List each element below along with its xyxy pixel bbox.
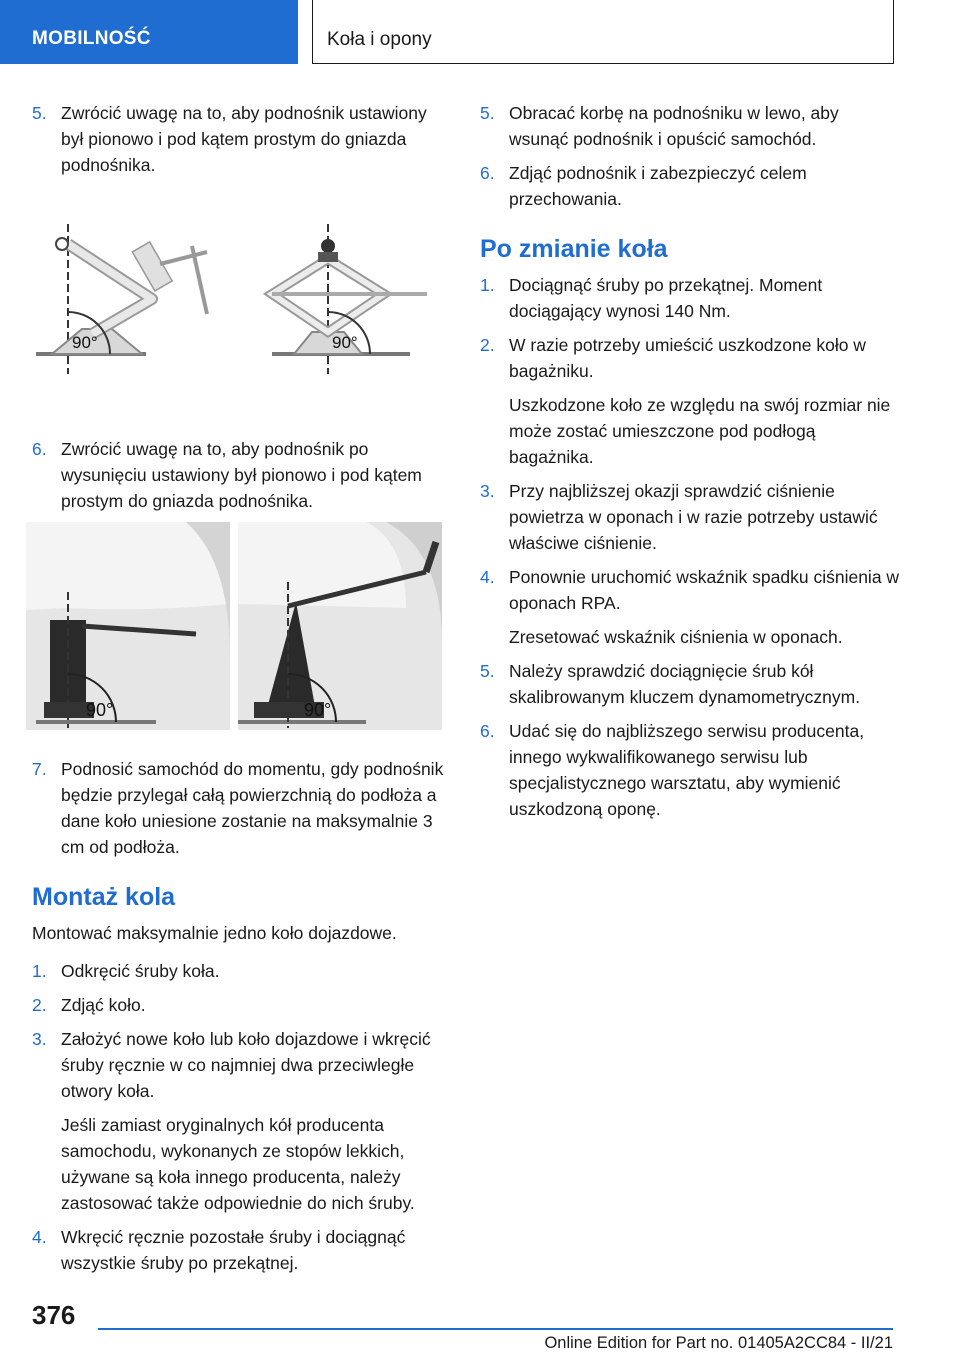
list-item — [32, 100, 452, 178]
step-number: 6. — [480, 163, 495, 183]
step-text: Dociągnąć śruby po przekątnej. Moment dociągający wynosi 140 Nm. — [509, 275, 823, 321]
list-item — [480, 718, 900, 822]
step-text: Zdjąć podnośnik i zabezpieczyć celem przechowania. — [509, 163, 807, 209]
list-item — [480, 332, 900, 384]
edition-text: Online Edition for Part no. 01405A2CC84 - II/21 — [544, 1334, 893, 1352]
section-heading-after: Po zmianie koła — [480, 235, 668, 263]
angle-label: 90° — [72, 333, 98, 352]
jack-illustration-2 — [26, 522, 442, 730]
step-text: Przy najbliższej okazji sprawdzić ciśnienie powietrza w oponach i w razie potrzeby ustawić właściwe ciśnienie. — [509, 481, 878, 553]
right-column — [480, 100, 900, 830]
list-item — [32, 756, 452, 860]
step-text: Podnosić samochód do momentu, gdy podnośnik będzie przylegał całą powierzchnią do podłoża a dane koło uniesione zostanie na maksymalnie 3 cm od podłoża. — [61, 759, 444, 857]
step-text: Należy sprawdzić dociągnięcie śrub kół skalibrowanym kluczem dynamometrycznym. — [509, 661, 861, 707]
angle-label: 90° — [332, 333, 358, 352]
list-item — [32, 958, 452, 984]
step-text: Obracać korbę na podnośniku w lewo, aby wsunąć podnośnik i opuścić samochód. — [509, 103, 839, 149]
list-item — [480, 478, 900, 556]
step-number: 4. — [480, 567, 495, 587]
step-number: 4. — [32, 1227, 47, 1247]
step-number: 7. — [32, 759, 47, 779]
step-number: 2. — [32, 995, 47, 1015]
step-number: 5. — [480, 661, 495, 681]
jack-figure-2 — [26, 522, 452, 742]
page-number: 376 — [32, 1300, 76, 1330]
step-text: Zwrócić uwagę na to, aby podnośnik ustawiony był pionowo i pod kątem prostym do gniazda podnośnika. — [61, 103, 427, 175]
step-number: 6. — [32, 439, 47, 459]
step-number: 3. — [32, 1029, 47, 1049]
step-number: 1. — [32, 961, 47, 981]
chapter-tab: Koła i opony — [312, 0, 894, 64]
step-number: 1. — [480, 275, 495, 295]
step-text: Ponownie uruchomić wskaźnik spadku ciśnienia w oponach RPA. — [509, 567, 900, 613]
list-item — [32, 992, 452, 1018]
step-number: 3. — [480, 481, 495, 501]
section-heading-mount: Montaż kola — [32, 883, 176, 911]
angle-label: 90° — [86, 700, 114, 720]
footer-divider — [98, 1328, 893, 1330]
list-item — [480, 564, 900, 616]
step-text: Wkręcić ręcznie pozostałe śruby i dociągnąć wszystkie śruby po przekątnej. — [61, 1227, 406, 1273]
step-number: 5. — [480, 103, 495, 123]
list-item — [32, 1026, 452, 1104]
step-text: W razie potrzeby umieścić uszkodzone koło w bagażniku. — [509, 335, 866, 381]
angle-label: 90° — [304, 700, 332, 720]
step-text: Odkręcić śruby koła. — [61, 961, 220, 981]
list-item — [32, 436, 452, 514]
step-number: 6. — [480, 721, 495, 741]
list-item — [480, 272, 900, 324]
step-text: Zwrócić uwagę na to, aby podnośnik po wysunięciu ustawiony był pionowo i pod kątem prostym do gniazda podnośnika. — [61, 439, 422, 511]
left-column — [32, 100, 452, 1284]
step-text: Założyć nowe koło lub koło dojazdowe i wkręcić śruby ręcznie w co najmniej dwa przeciwległe otwory koła. — [61, 1029, 431, 1101]
step-note: Uszkodzone koło ze względu na swój rozmiar nie może zostać umieszczone pod podłogą bagażnika. — [509, 395, 891, 467]
step-text: Udać się do najbliższego serwisu producenta, innego wykwalifikowanego serwisu lub specjalistycznego warsztatu, aby wymienić uszkodzoną oponę. — [509, 721, 865, 819]
intro-text: Montować maksymalnie jedno koło dojazdowe. — [32, 923, 397, 943]
step-number: 2. — [480, 335, 495, 355]
jack-illustration-1 — [32, 204, 452, 436]
list-item — [480, 100, 900, 152]
step-text: Zdjąć koło. — [61, 995, 146, 1015]
list-item — [480, 160, 900, 212]
step-note: Zresetować wskaźnik ciśnienia w oponach. — [509, 627, 843, 647]
step-number: 5. — [32, 103, 47, 123]
section-tab: MOBILNOŚĆ — [0, 0, 298, 64]
list-item — [480, 658, 900, 710]
list-item — [32, 1224, 452, 1276]
jack-figure-1 — [32, 204, 452, 436]
step-note: Jeśli zamiast oryginalnych kół producenta samochodu, wykonanych ze stopów lekkich, używane są koła innego producenta, należy zastosować także odpowiednie do nich śruby. — [61, 1115, 415, 1213]
